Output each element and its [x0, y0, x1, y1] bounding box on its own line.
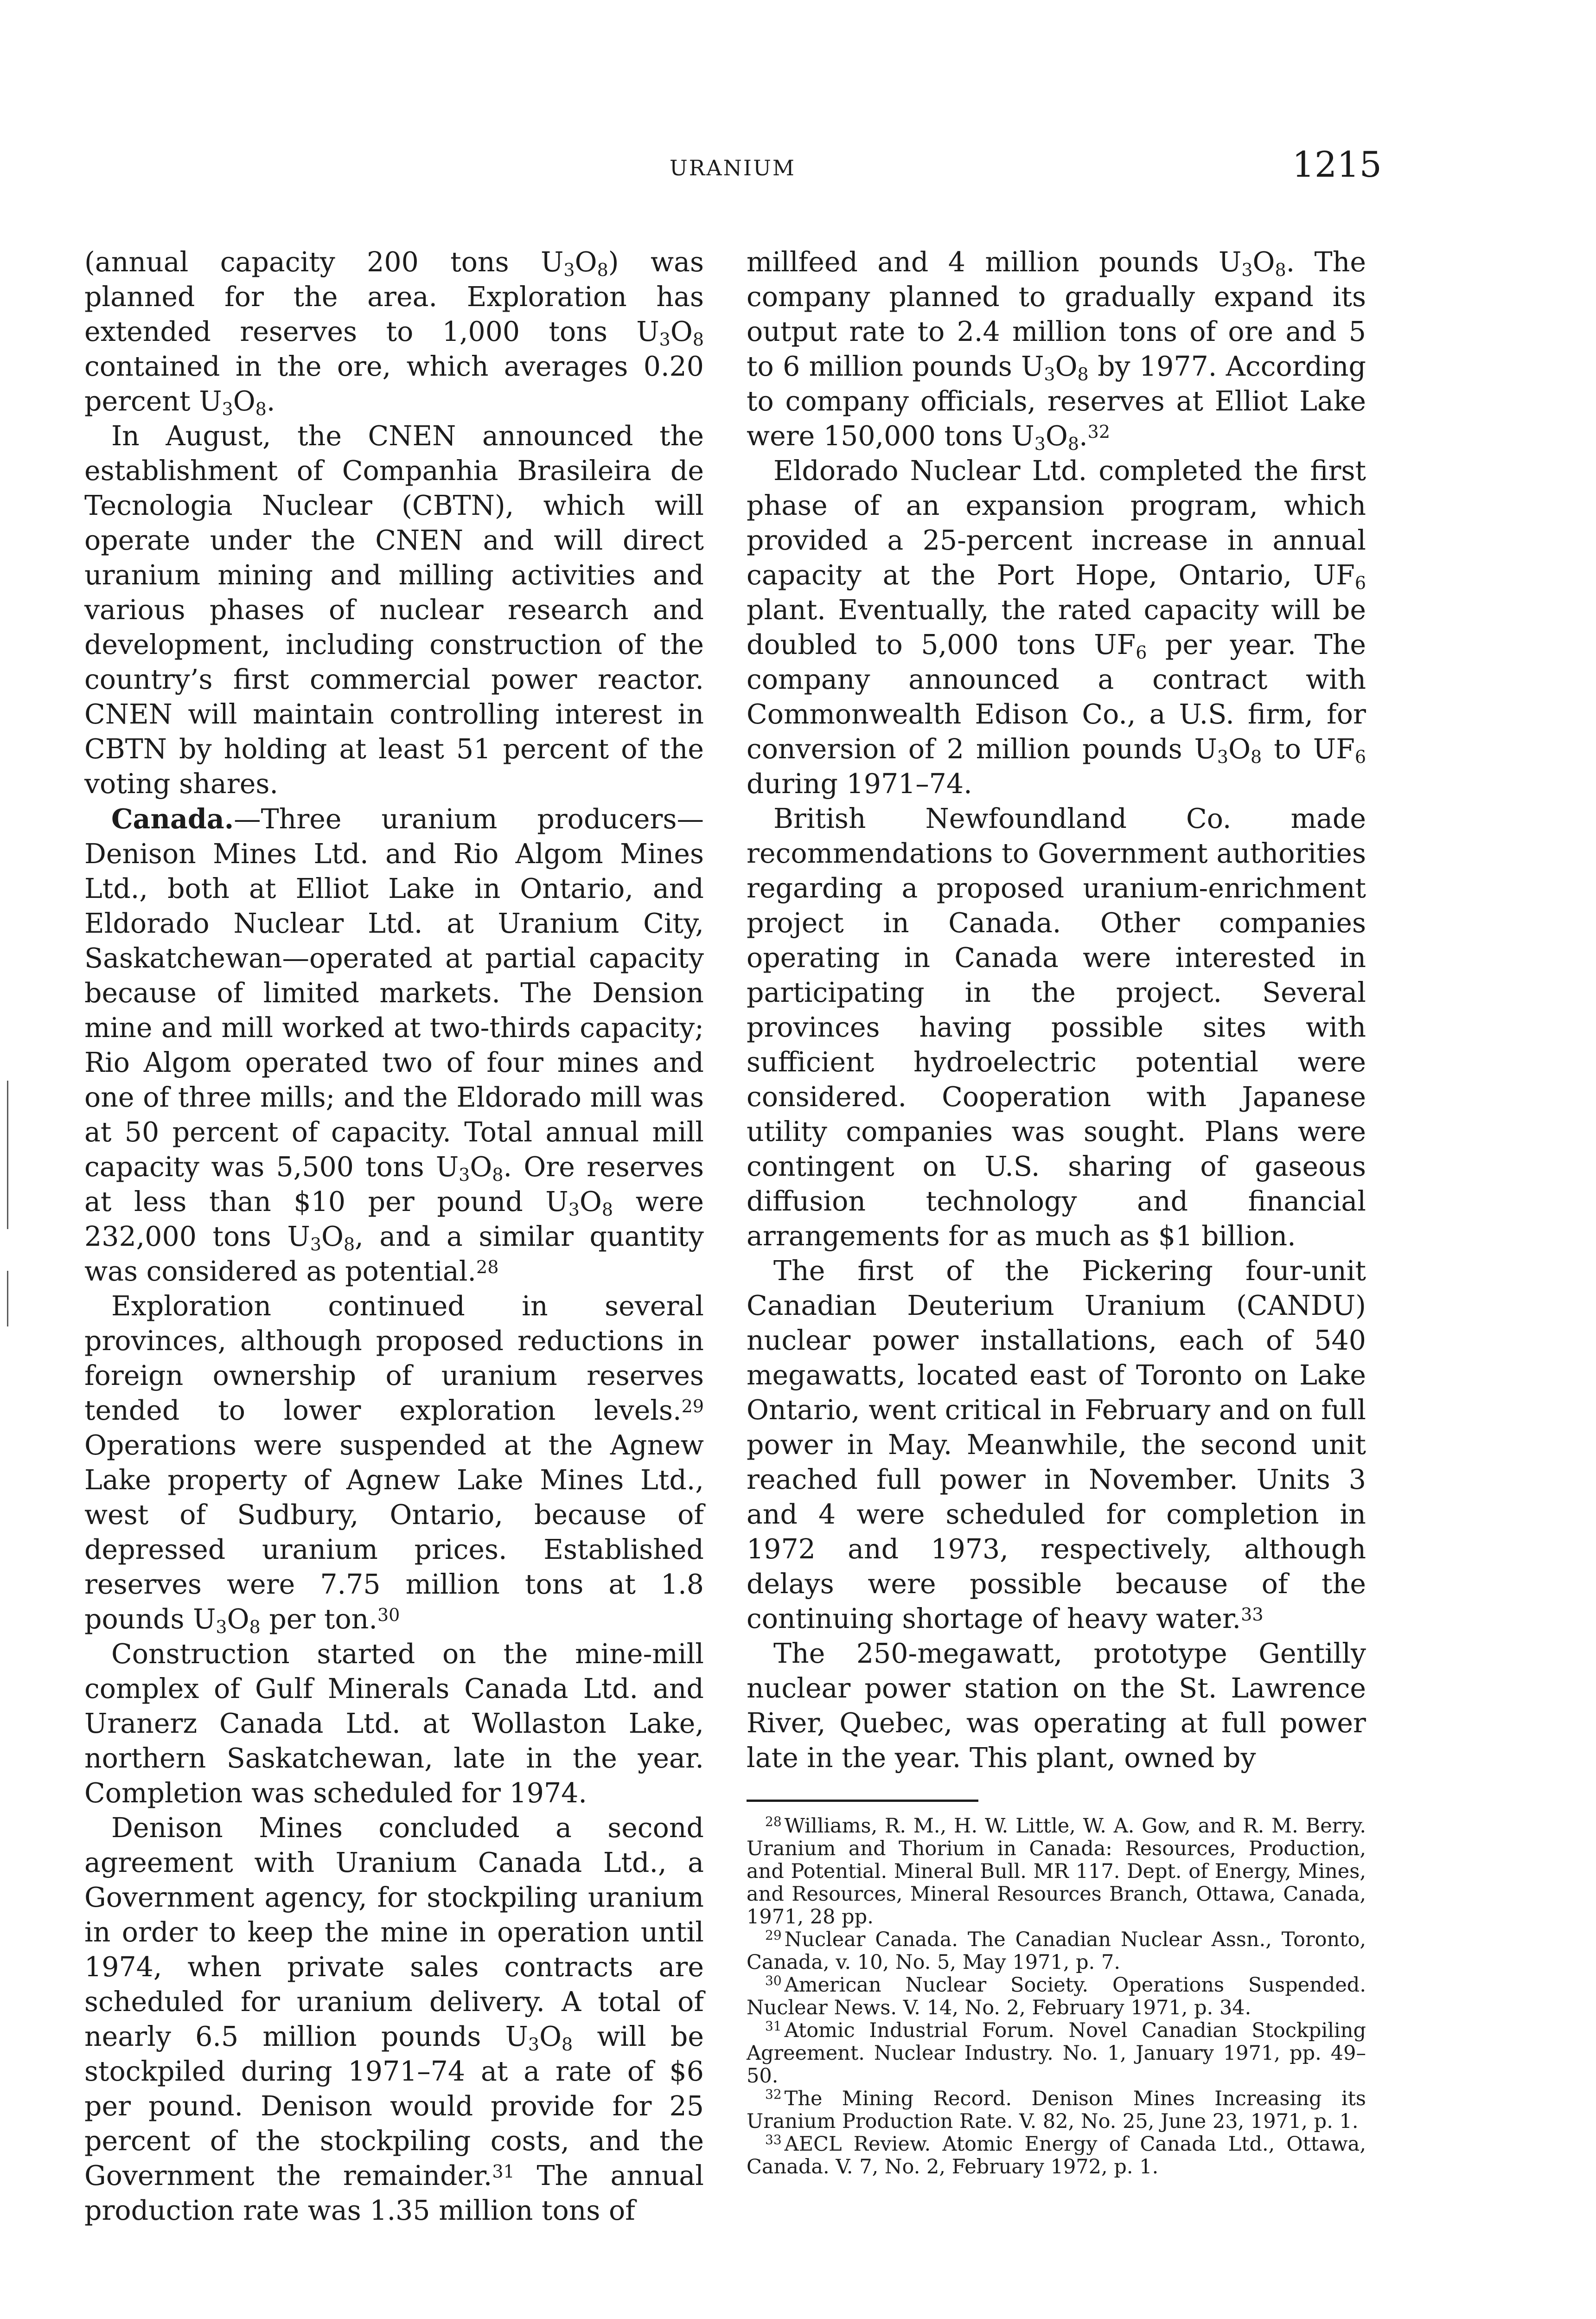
left-column: [84, 245, 704, 2228]
footnote-ref: 28: [476, 1257, 499, 1277]
paragraph-cbtn: In August, the CNEN announced the establishment of Companhia Brasileira de Tecnologia Nuclear (CBTN), which will operate under the CNEN and will direct uranium mining and milling activities and various phases of nuclear research and development, including construction of the country’s first commercial power reactor. CNEN will maintain controlling interest in CBTN by holding at least 51 percent of the voting shares.: [84, 420, 704, 800]
paragraph-denison: Denison Mines concluded a second agreement with Uranium Canada Ltd., a Government agency, for stockpiling uranium in order to keep the mine in operation until 1974, when private sales contracts are scheduled for uranium delivery. A total of nearly 6.5 million pounds $U_3O_8$ will be stockpiled during 1971–74 at a rate of $6 per pound. Denison would provide for 25 percent of the stockpiling costs, and the Government the remainder.$^{31}$ The annual production rate was 1.35 million tons of: [84, 1812, 704, 2226]
paragraph-millfeed: millfeed and 4 million pounds $U_3O_8$. The company planned to gradually expand its output rate to 2.4 million tons of ore and 5 to 6 million pounds $U_3O_8$ by 1977. According to company officials, reserves at Elliot Lake were 150,000 tons $U_3O_8.^{32}$: [747, 246, 1366, 454]
footnote-32: $^{32}$ The Mining Record. Denison Mines Increasing its Uranium Production Rate. V. 82, No. 25, June 23, 1971, p. 1.: [747, 2087, 1366, 2133]
footnote-30: $^{30}$ American Nuclear Society. Operations Suspended. Nuclear News. V. 14, No. 2, February 1971, p. 34.: [747, 1973, 1366, 2019]
paragraph-exploration: Exploration continued in several provinces, although proposed reductions in foreign ownership of uranium reserves tended to lower exploration levels.$^{29}$ Operations were suspended at the Agnew Lake property of Agnew Lake Mines Ltd., west of Sudbury, Ontario, because of depressed uranium prices. Established reserves were 7.75 million tons at 1.8 pounds $U_3O_8$ per ton.$^{30}$: [84, 1290, 704, 1637]
footnote-rule: [747, 1800, 978, 1802]
paragraph-british-newfoundland: British Newfoundland Co. made recommendations to Government authorities regarding a proposed uranium-enrichment project in Canada. Other companies operating in Canada were interested in participating in the project. Several provinces having possible sites with sufficient hydroelectric potential were considered. Cooperation with Japanese utility companies was sought. Plans were contingent on U.S. sharing of gaseous diffusion technology and financial arrangements for as much as $1 billion.: [747, 803, 1366, 1252]
footnote-ref: 33: [1241, 1604, 1264, 1625]
footnote-28: $^{28}$ Williams, R. M., H. W. Little, W. A. Gow, and R. M. Berry. Uranium and Thorium in Canada: Resources, Production, and Potential. Mineral Bull. MR 117. Dept. of Energy, Mines, and Resources, Mineral Resources Branch, Ottawa, Canada, 1971, 28 pp.: [747, 1814, 1366, 1928]
footnote-29: $^{29}$ Nuclear Canada. The Canadian Nuclear Assn., Toronto, Canada, v. 10, No. 5, May 1971, p. 7.: [747, 1928, 1366, 1974]
paragraph-construction: Construction started on the mine-mill complex of Gulf Minerals Canada Ltd. and Uranerz Canada Ltd. at Wollaston Lake, northern Saskatchewan, late in the year. Completion was scheduled for 1974.: [84, 1638, 704, 1809]
page-header-title: URANIUM: [670, 155, 796, 180]
paragraph-gentilly: The 250-megawatt, prototype Gentilly nuclear power station on the St. Lawrence River, Quebec, was operating at full power late in the year. This plant, owned by: [747, 1638, 1366, 1774]
paragraph-pickering: The first of the Pickering four-unit Canadian Deuterium Uranium (CANDU) nuclear power installations, each of 540 megawatts, located east of Toronto on Lake Ontario, went critical in February and on full power in May. Meanwhile, the second unit reached full power in November. Units 3 and 4 were scheduled for completion in 1972 and 1973, respectively, although delays were possible because of the continuing shortage of heavy water.$^{33}$: [747, 1255, 1366, 1634]
footnotes: [747, 1800, 1366, 2178]
right-column: [747, 245, 1366, 1775]
footnote-ref: 29: [681, 1396, 704, 1416]
scan-margin-mark: [7, 1081, 8, 1229]
paragraph-eldorado: Eldorado Nuclear Ltd. completed the first phase of an expansion program, which provided a 25-percent increase in annual capacity at the Port Hope, Ontario, $UF_6$ plant. Eventually, the rated capacity will be doubled to 5,000 tons $UF_6$ per year. The company announced a contract with Commonwealth Edison Co., a U.S. firm, for conversion of 2 million pounds $U_3O_8$ to $UF_6$ during 1971–74.: [747, 455, 1366, 800]
page-number: 1215: [1292, 144, 1382, 185]
paragraph-canada: Canada.—Three uranium producers—Denison Mines Ltd. and Rio Algom Mines Ltd., both at Elliot Lake in Ontario, and Eldorado Nuclear Ltd. at Uranium City, Saskatchewan—operated at partial capacity because of limited markets. The Dension mine and mill worked at two-thirds capacity; Rio Algom operated two of four mines and one of three mills; and the Eldorado mill was at 50 percent of capacity. Total annual mill capacity was 5,500 tons $U_3O_8$. Ore reserves at less than $10 per pound $U_3O_8$ were 232,000 tons $U_3O_8$, and a similar quantity was considered as potential.$^{28}$: [84, 803, 704, 1287]
footnote-33: $^{33}$ AECL Review. Atomic Energy of Canada Ltd., Ottawa, Canada. V. 7, No. 2, February 1972, p. 1.: [747, 2132, 1366, 2178]
paragraph-brazil-capacity: (annual capacity 200 tons $U_3O_8$) was planned for the area. Exploration has extended reserves to 1,000 tons $U_3O_8$ contained in the ore, which averages 0.20 percent $U_3O_8$.: [84, 246, 704, 419]
footnote-ref: 31: [492, 2161, 515, 2182]
footnote-ref: 32: [1087, 422, 1111, 442]
footnote-31: $^{31}$ Atomic Industrial Forum. Novel Canadian Stockpiling Agreement. Nuclear Industry. No. 1, January 1971, pp. 49–50.: [747, 2018, 1366, 2088]
scan-margin-mark: [7, 1271, 8, 1326]
section-heading-canada: Canada.: [111, 803, 234, 835]
footnote-ref: 30: [377, 1605, 400, 1625]
